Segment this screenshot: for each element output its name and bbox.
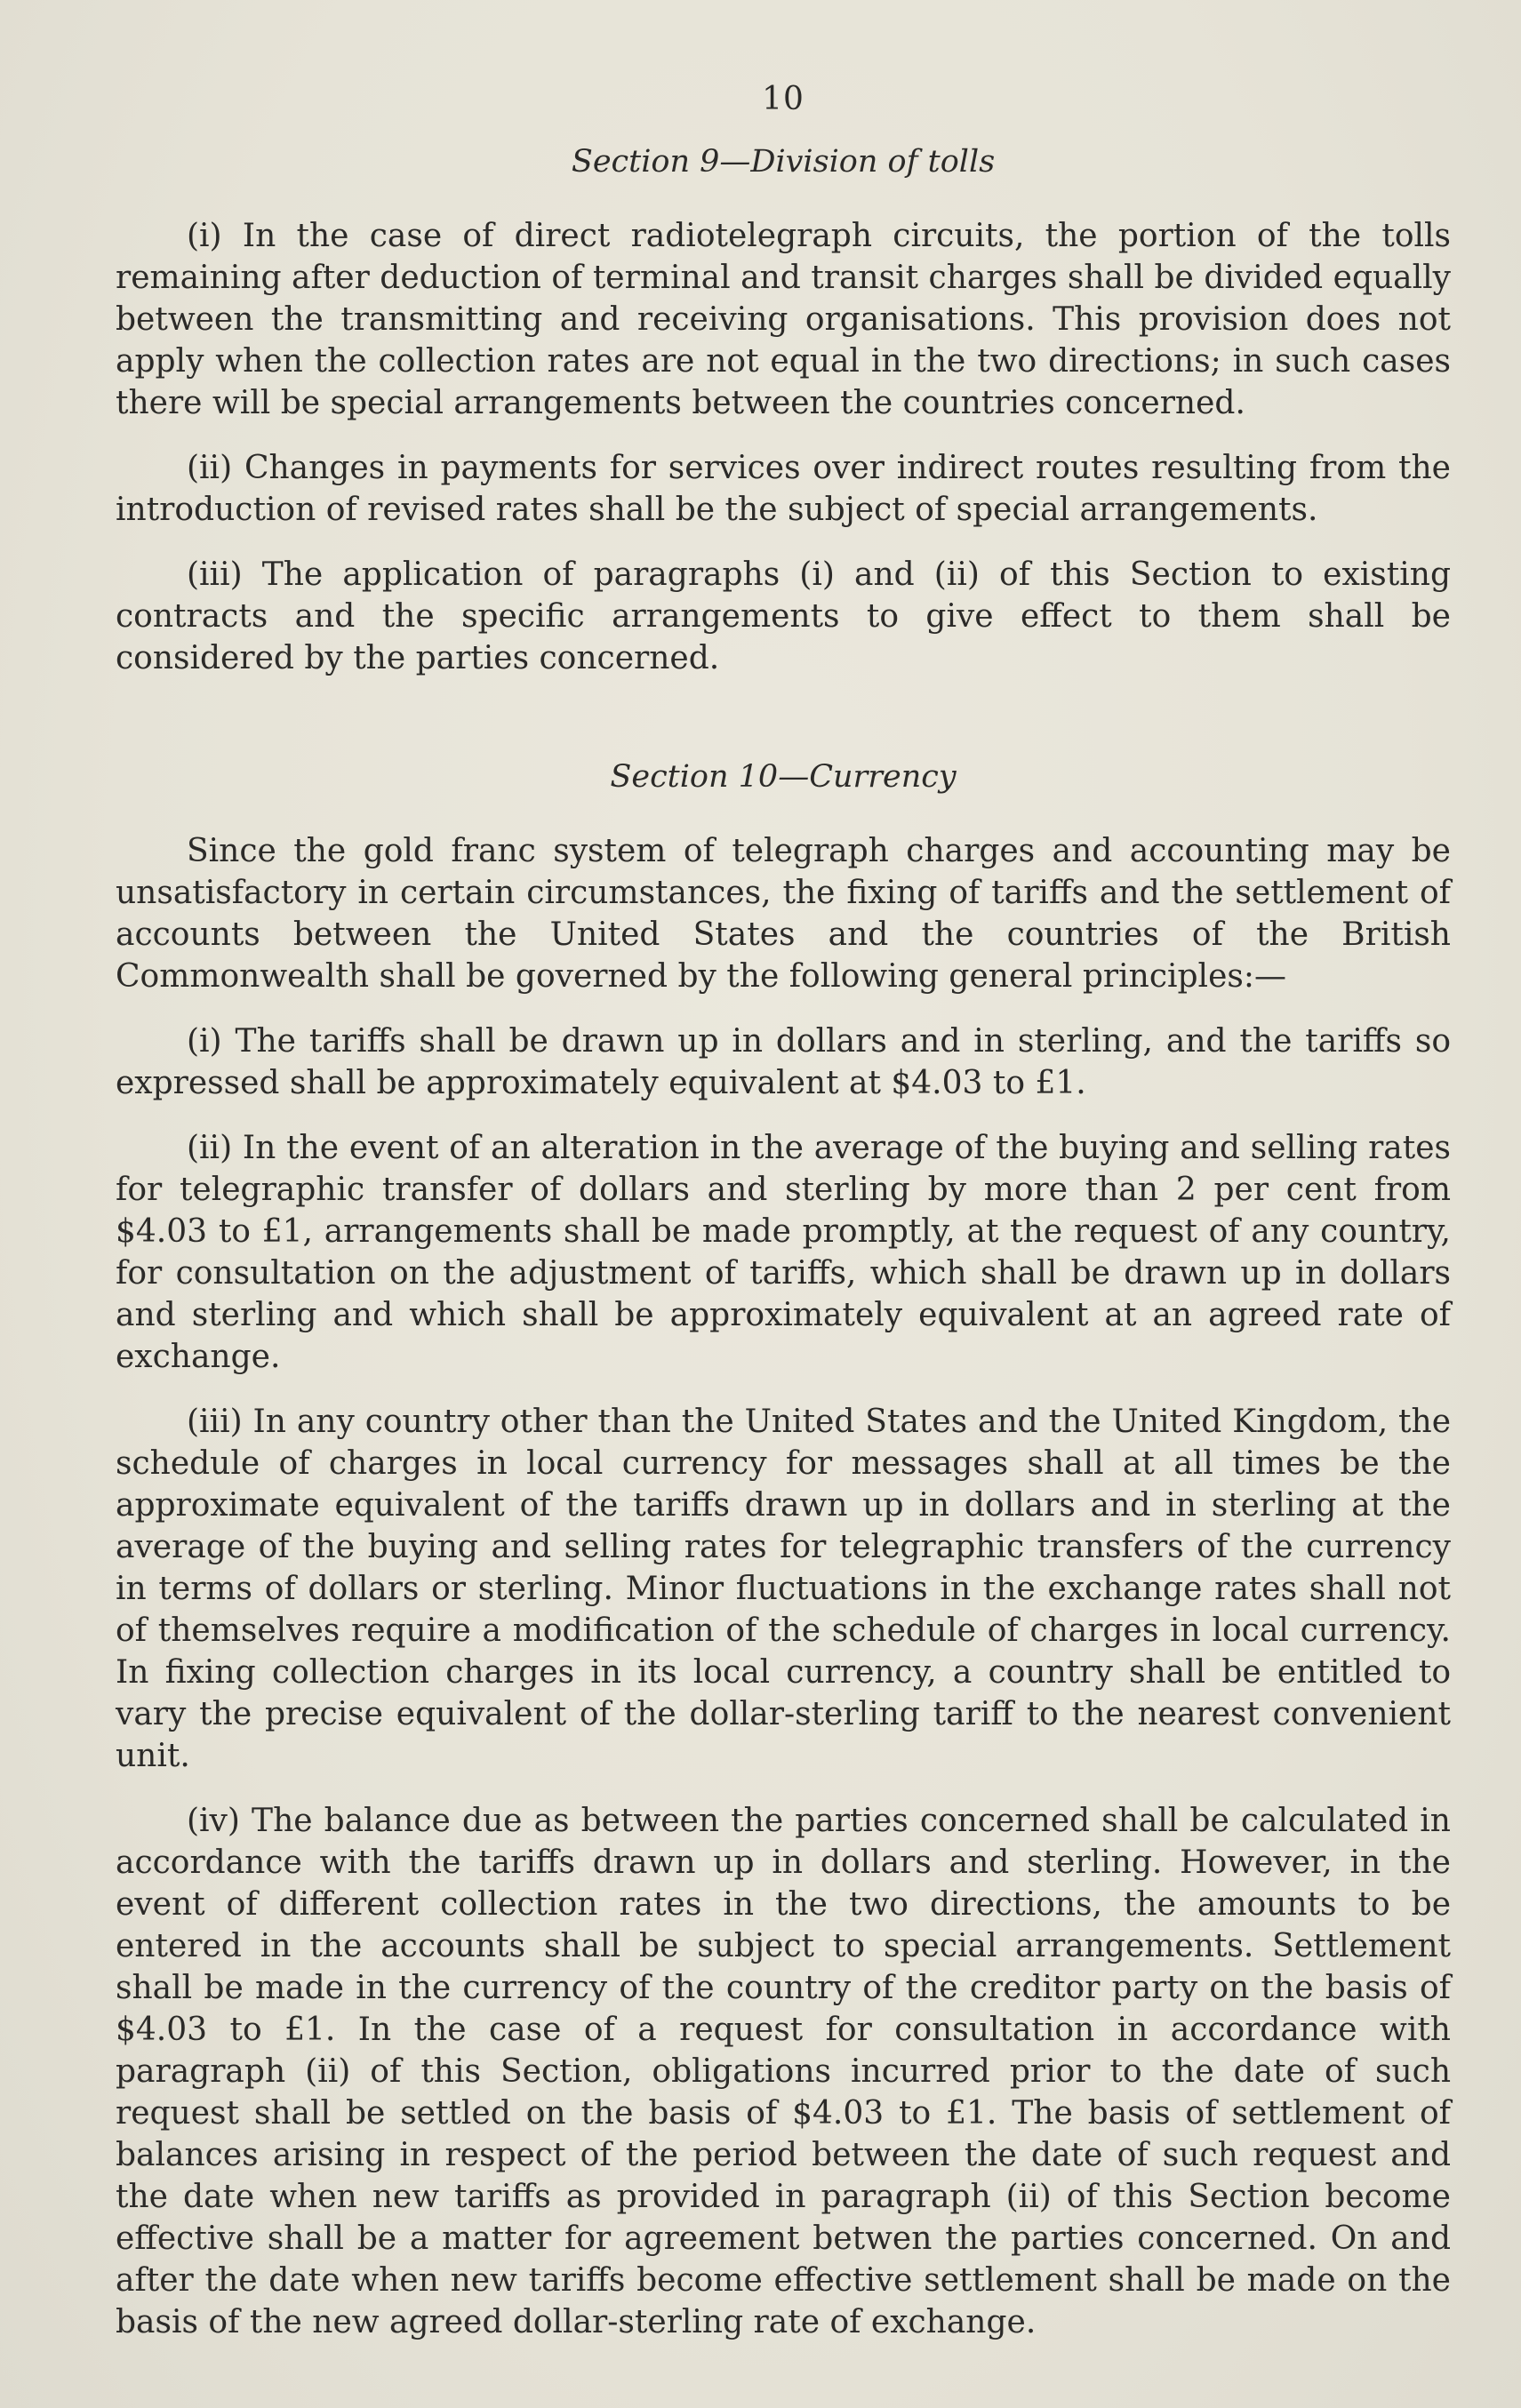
section-9-paragraph-ii: (ii) Changes in payments for services over indirect routes resulting from the introduction of revised rates shall be the subject of special arrangements. [116,450,1451,528]
page-number: 10 [762,81,805,117]
section-10-paragraph-iii: (iii) In any country other than the United States and the United Kingdom, the schedule of charges in local currency for messages shall at all times be the approximate equivalent of the tariffs drawn up in dollars and in sterling at the average of the buying and selling rates for telegraphic transfers of the currency in terms of dollars or sterling. Minor fluctuations in the exchange rates shall not of themselves require a modification of the schedule of charges in local currency. In fixing collection charges in its local currency, a country shall be entitled to vary the precise equivalent of the dollar-sterling tariff to the nearest convenient unit. [116,1404,1451,1774]
section-9-heading: Section 9—Division of tolls [571,144,996,180]
page-content [116,82,1451,2366]
section-10-paragraph-i: (i) The tariffs shall be drawn up in dollars and in sterling, and the tariffs so expressed shall be approximately equivalent at $4.03 to £1. [116,1023,1451,1101]
section-10-intro-paragraph: Since the gold franc system of telegraph charges and accounting may be unsatisfactory in certain circumstances, the fixing of tariffs and the settlement of accounts between the United States and the countries of the British Commonwealth shall be governed by the following general principles:— [116,833,1451,995]
section-9-paragraph-iii: (iii) The application of paragraphs (i) and (ii) of this Section to existing contracts and the specific arrangements to give effect to them shall be considered by the parties concerned. [116,556,1451,676]
section-10-paragraph-ii: (ii) In the event of an alteration in the average of the buying and selling rates for telegraphic transfer of dollars and sterling by more than 2 per cent from $4.03 to £1, arrangements shall be made promptly, at the request of any country, for consultation on the adjustment of tariffs, which shall be drawn up in dollars and sterling and which shall be approximately equivalent at an agreed rate of exchange. [116,1130,1451,1375]
section-10-heading: Section 10—Currency [610,759,957,795]
section-10-paragraph-iv: (iv) The balance due as between the parties concerned shall be calculated in accordance with the tariffs drawn up in dollars and sterling. However, in the event of different collection rates in the two directions, the amounts to be entered in the accounts shall be subject to special arrangements. Settlement shall be made in the currency of the country of the creditor party on the basis of $4.03 to £1. In the case of a request for consultation in accordance with paragraph (ii) of this Section, obligations incurred prior to the date of such request shall be settled on the basis of $4.03 to £1. The basis of settlement of balances arising in respect of the period between the date of such request and the date when new tariffs as provided in paragraph (ii) of this Section become effective shall be a matter for agreement betwen the parties concerned. On and after the date when new tariffs become effective settlement shall be made on the basis of the new agreed dollar-sterling rate of exchange. [116,1803,1451,2340]
section-9-paragraph-i: (i) In the case of direct radiotelegraph circuits, the portion of the tolls remaining after deduction of terminal and transit charges shall be divided equally between the transmitting and receiving organisations. This provision does not apply when the collection rates are not equal in the two directions; in such cases there will be special arrangements between the countries concerned. [116,218,1451,421]
